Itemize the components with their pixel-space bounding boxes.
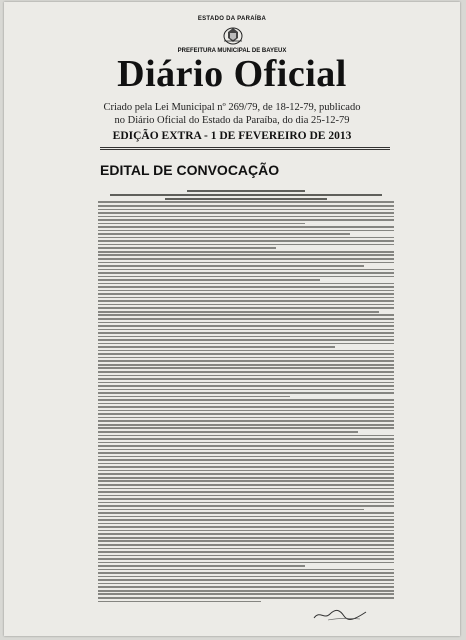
text-line	[98, 269, 394, 271]
municipal-crest-icon	[222, 24, 244, 46]
text-line	[98, 226, 394, 228]
text-line	[98, 579, 394, 581]
text-line	[98, 537, 394, 539]
text-line	[98, 371, 394, 373]
text-line	[98, 357, 394, 359]
text-line	[98, 353, 394, 355]
text-line	[98, 346, 335, 348]
text-line	[98, 491, 394, 493]
text-line	[98, 413, 394, 415]
edition-line: EDIÇÃO EXTRA - 1 DE FEVEREIRO DE 2013	[112, 130, 352, 142]
text-line	[98, 427, 394, 429]
text-line	[98, 502, 394, 504]
text-line	[98, 516, 394, 518]
text-line	[98, 544, 394, 546]
text-line	[98, 343, 394, 345]
text-line	[98, 230, 394, 232]
text-line	[98, 262, 394, 264]
text-line	[98, 406, 394, 408]
text-line	[98, 329, 394, 331]
text-line	[98, 540, 394, 542]
text-line	[98, 438, 394, 440]
text-line	[98, 495, 394, 497]
text-line	[98, 293, 394, 295]
text-line	[98, 311, 379, 313]
text-line	[98, 339, 394, 341]
text-line	[98, 276, 394, 278]
text-line	[98, 396, 290, 398]
text-line	[98, 488, 394, 490]
text-line	[98, 392, 394, 394]
text-line	[187, 190, 305, 192]
text-line	[98, 307, 394, 309]
text-line	[98, 505, 394, 507]
text-line	[98, 420, 394, 422]
text-line	[98, 283, 394, 285]
law-line-2: no Diário Oficial do Estado da Paraíba, do dia 25-12-79	[114, 115, 350, 126]
text-line	[98, 233, 350, 235]
text-line	[98, 375, 394, 377]
text-line	[98, 498, 394, 500]
text-line	[98, 565, 305, 567]
text-line	[98, 403, 394, 405]
text-line	[98, 473, 394, 475]
text-line	[98, 360, 394, 362]
text-line	[98, 286, 394, 288]
text-line	[98, 452, 394, 454]
text-line	[98, 272, 394, 274]
text-line	[98, 470, 394, 472]
text-line	[98, 254, 394, 256]
text-line	[98, 576, 394, 578]
text-line	[98, 548, 394, 550]
handwritten-signature-icon	[310, 608, 370, 622]
text-line	[98, 424, 394, 426]
text-line	[98, 385, 394, 387]
text-line	[98, 410, 394, 412]
text-line	[98, 466, 394, 468]
text-line	[165, 198, 328, 200]
section-title: EDITAL DE CONVOCAÇÃO	[100, 162, 280, 178]
text-line	[98, 223, 305, 225]
text-line	[98, 569, 394, 571]
text-line	[98, 533, 394, 535]
text-line	[98, 435, 394, 437]
text-line	[98, 258, 394, 260]
text-line	[98, 555, 394, 557]
text-line	[98, 519, 394, 521]
text-line	[98, 597, 394, 599]
text-line	[98, 300, 394, 302]
text-line	[98, 318, 394, 320]
text-line	[98, 477, 394, 479]
text-line	[98, 431, 358, 433]
text-line	[98, 201, 394, 203]
text-line	[98, 304, 394, 306]
text-line	[98, 463, 394, 465]
text-line	[98, 322, 394, 324]
text-line	[98, 601, 261, 603]
text-line	[98, 325, 394, 327]
text-line	[98, 572, 394, 574]
illegible-body-text	[98, 190, 394, 610]
text-line	[98, 237, 394, 239]
text-line	[98, 417, 394, 419]
text-line	[98, 459, 394, 461]
newspaper-page	[4, 2, 460, 636]
text-line	[98, 212, 394, 214]
text-line	[110, 194, 382, 196]
text-line	[98, 530, 394, 532]
text-line	[98, 480, 394, 482]
text-line	[98, 332, 394, 334]
text-line	[98, 389, 394, 391]
text-line	[98, 265, 364, 267]
text-line	[98, 484, 394, 486]
text-line	[98, 205, 394, 207]
text-line	[98, 586, 394, 588]
text-line	[98, 590, 394, 592]
text-line	[98, 449, 394, 451]
header-divider	[100, 147, 390, 148]
text-line	[98, 247, 276, 249]
text-line	[98, 350, 394, 352]
text-line	[98, 367, 394, 369]
text-line	[98, 442, 394, 444]
text-line	[98, 512, 394, 514]
text-line	[98, 445, 394, 447]
text-line	[98, 399, 394, 401]
text-line	[98, 456, 394, 458]
header-divider	[100, 149, 390, 150]
prefeitura-label: PREFEITURA MUNICIPAL DE BAYEUX	[177, 48, 287, 54]
text-line	[98, 336, 394, 338]
text-line	[98, 382, 394, 384]
text-line	[98, 314, 394, 316]
text-line	[98, 209, 394, 211]
text-line	[98, 583, 394, 585]
text-line	[98, 509, 364, 511]
text-line	[98, 240, 394, 242]
text-line	[98, 251, 394, 253]
text-line	[98, 551, 394, 553]
masthead-title: Diário Oficial	[117, 53, 347, 95]
text-line	[98, 244, 394, 246]
text-line	[98, 526, 394, 528]
text-line	[98, 364, 394, 366]
text-line	[98, 216, 394, 218]
text-line	[98, 523, 394, 525]
text-line	[98, 219, 394, 221]
text-line	[98, 558, 394, 560]
text-line	[98, 279, 320, 281]
text-line	[98, 562, 394, 564]
law-line-1: Criado pela Lei Municipal nº 269/79, de 18-12-79, publicado	[103, 102, 361, 113]
text-line	[98, 290, 394, 292]
text-line	[98, 297, 394, 299]
text-line	[98, 378, 394, 380]
text-line	[98, 593, 394, 595]
state-label: ESTADO DA PARAÍBA	[197, 16, 267, 22]
